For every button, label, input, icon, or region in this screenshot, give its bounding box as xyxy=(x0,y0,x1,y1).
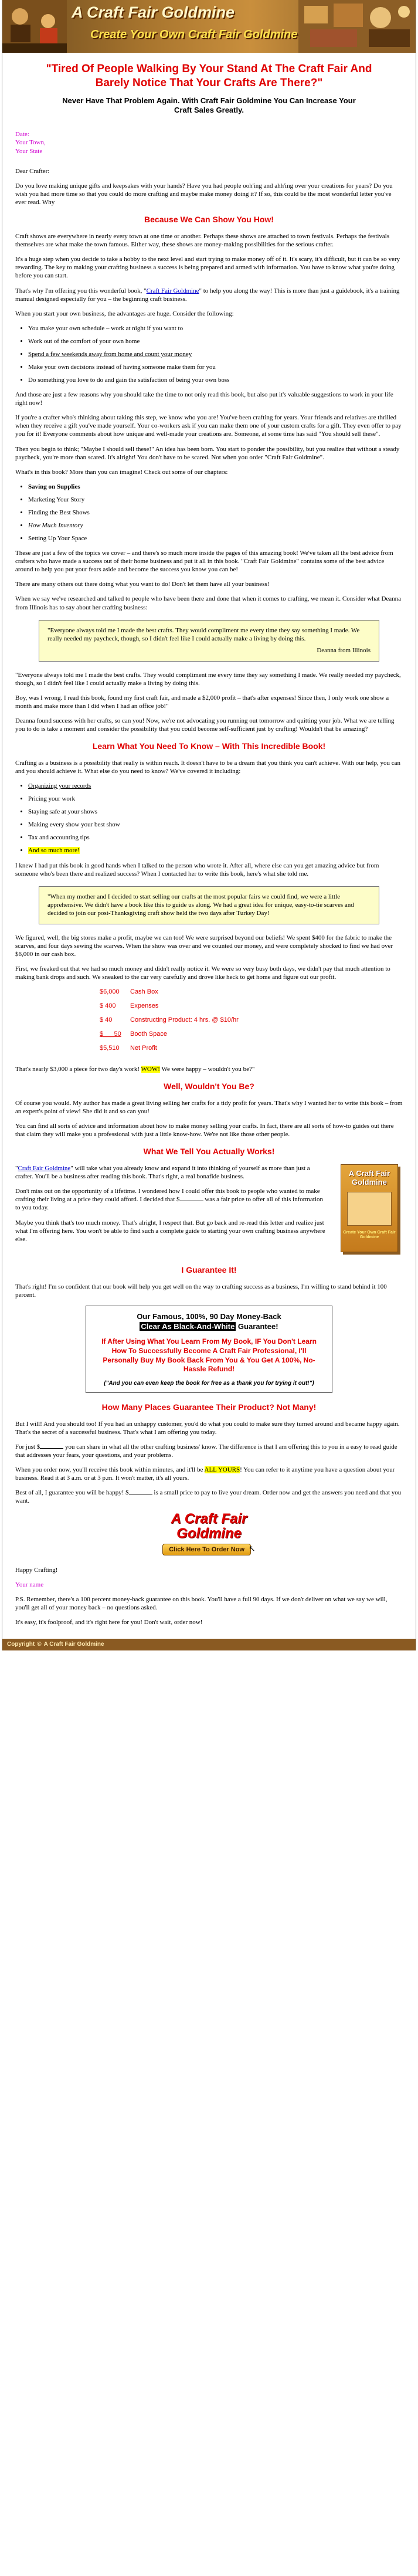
paragraph: There are many others out there doing what you want to do! Don't let them have all your business! xyxy=(15,581,270,588)
paragraph: "Craft Fair Goldmine" will take what you already know and expand it into thinking of yourself as more than just a crafter. You'll be a business after reading this book. That's right, a real bonafide business. xyxy=(15,1165,310,1181)
book-image xyxy=(347,1192,392,1226)
postscript: P.S. Remember, there's a 100 percent money-back guarantee on this book. You'll have a full 90 days. If we don't deliver on what we say we will, you'll get all of your money back – no questions asked. xyxy=(15,1595,388,1611)
paragraph: And those are just a few reasons why you should take the time to not only read this book, but also put it's valuable suggestions to work in your life right now! xyxy=(15,391,393,407)
header-photo-right xyxy=(298,0,416,53)
guarantee-promise: If After Using What You Learn From My Book, IF You Don't Learn How To Successfully Become A Craft Fair Professional, I'll Personally Buy My Book Back From You & You Get A 100%, No-Hassle Refund! xyxy=(101,1337,317,1374)
list-item: • Do something you love to do and gain the satisfaction of being your own boss xyxy=(28,376,403,384)
paragraph: It's a huge step when you decide to take a hobby to the next level and start trying to make money off of it. It's scary, it's difficult, but it can be so very rewarding. The key to making your crafting business a success is being prepared and armed with information. You have to know what you're doing before you can start. xyxy=(15,256,400,280)
list-item: • Staying safe at your shows xyxy=(28,808,403,816)
paragraph: Best of all, I guarantee you will be happy! $ is a small price to pay to live your dream. Order now and get the answers you need and that you want. xyxy=(15,1489,402,1505)
testimonial-box xyxy=(39,620,379,662)
header-banner xyxy=(2,0,416,53)
section-title-wouldnt-you: Well, Wouldn't You Be? xyxy=(164,1082,254,1092)
testimonial-quote: "Everyone always told me I made the best crafts. They would compliment me every time they say something I made. We really needed my paycheck, though, so I didn't feel like I could actually make a living by doing this. xyxy=(47,626,360,642)
paragraph: "Everyone always told me I made the best crafts. They would compliment me every time they say something I made. We really needed my paycheck, though, so I didn't feel like I could actually make a living by doing this. xyxy=(15,671,401,687)
list-item: • Make your own decisions instead of having someone make them for you xyxy=(28,363,403,371)
paragraph: Don't miss out on the opportunity of a lifetime. I wondered how I could offer this book to people who wanted to make crafting their living at a price they could afford. I decided that $ was a fair price to offer all of this information to you today. xyxy=(15,1188,323,1212)
section-title-show-you-how: Because We Can Show You How! xyxy=(144,215,274,225)
list-item: • Saving on Supplies xyxy=(28,483,403,491)
paragraph: These are just a few of the topics we cover – and there's so much more inside the pages of this amazing book! We've taken all the best advice from crafters who have made a success out of their home business and put it all in this book. "Craft Fair Goldmine" contains some of the best advice around to help you put your fears aside and become the success you know you can be! xyxy=(15,550,393,574)
greeting: Dear Crafter: xyxy=(15,167,50,175)
intro-paragraph: Do you love making unique gifts and keepsakes with your hands? Have you had people ooh'ing and ahh'ing over your creations for years? Do you wish you had more time so that you could do more crafting and maybe make money doing it? If so, this could be the most wonderful letter you've ever read. Why xyxy=(15,182,393,206)
section-title-works: What We Tell You Actually Works! xyxy=(143,1147,275,1157)
date-block xyxy=(15,130,403,155)
header-subtitle: Create Your Own Craft Fair Goldmine xyxy=(90,28,298,41)
list-item: • Finding the Best Shows xyxy=(28,509,403,517)
testimonial-signature: Deanna from Illinois xyxy=(317,647,371,655)
list-item xyxy=(28,846,403,855)
section-title-guarantee: I Guarantee It! xyxy=(181,1265,237,1275)
book-subtitle: Create Your Own Craft Fair Goldmine xyxy=(343,1231,396,1240)
town-label: Your Town, xyxy=(15,139,46,147)
order-block xyxy=(15,1511,403,1555)
header-photo-left xyxy=(2,0,67,53)
copyright-icon: © xyxy=(37,1641,42,1648)
section-title-how-many: How Many Places Guarantee Their Product? Not Many! xyxy=(101,1402,317,1412)
book-link[interactable]: Craft Fair Goldmine xyxy=(18,1165,71,1172)
book-title: A Craft Fair Goldmine xyxy=(348,1169,390,1187)
guarantee-box xyxy=(86,1306,332,1392)
paragraph: Boy, was I wrong. I read this book, found my first craft fair, and made a $2,000 profit – that's after expenses! Since then, I only work one show a month and make more than I did when I had an office job!" xyxy=(15,694,389,710)
order-title-line-1: A Craft Fair xyxy=(171,1511,247,1527)
paragraph: Deanna found success with her crafts, so can you! Now, we're not advocating you running out tomorrow and quitting your job. What we are telling you to do is take a moment and consider the possibility that you could become self-sufficient just by crafting! Wouldn't that be amazing? xyxy=(15,717,395,733)
paragraph: But I will! And you should too! If you had an unhappy customer, you'd do what you could to make sure they turned around and became happy again. That's the secret of a successful business. That's what I am offering you today. xyxy=(15,1420,400,1436)
guarantee-line-2: Clear As Black-And-White Guarantee! xyxy=(141,1321,278,1331)
paragraph: When you start your own business, the advantages are huge. Consider the following: xyxy=(15,310,234,317)
highlight: And so much more! xyxy=(28,847,80,855)
paragraph: Maybe you think that's too much money. That's alright, I respect that. But go back and re-read this letter and realize just what I'm offering here. You won't be able to find such a complete guide to starting your own crafting business anywhere else. xyxy=(15,1219,325,1243)
sign-off: Happy Crafting! xyxy=(15,1566,58,1574)
book-cover[interactable] xyxy=(332,1164,403,1252)
book-link[interactable]: Craft Fair Goldmine xyxy=(146,287,199,294)
list-item: • Tax and accounting tips xyxy=(28,833,403,842)
profit-row: $6,000 Cash Box xyxy=(100,988,158,995)
guarantee-note: ("And you can even keep the book for free as a thank you for trying it out!") xyxy=(104,1379,314,1387)
paragraph: What's in this book? More than you can imagine! Check out some of our chapters: xyxy=(15,468,228,476)
section-title-learn: Learn What You Need To Know – With This Incredible Book! xyxy=(92,741,326,751)
paragraph: You can find all sorts of advice and information about how to make money selling your crafts. In fact, there are all sorts of how-to guides out there that claim they will make you a professional with just a little know-how. We're not like those other people. xyxy=(15,1123,394,1138)
chapters-list xyxy=(15,483,403,543)
topics-list xyxy=(15,782,403,855)
paragraph: That's nearly $3,000 a piece for two day's work! WOW! We were happy – wouldn't you be?" xyxy=(15,1065,255,1073)
list-item: • Organizing your records xyxy=(28,782,403,790)
copyright-label: Copyright xyxy=(7,1641,35,1648)
price-blank xyxy=(40,1448,63,1449)
profit-row: $___50 Booth Space xyxy=(100,1030,167,1038)
paragraph: I knew I had put this book in good hands when I talked to the person who wrote it. After all, where else can you get amazing advice but from someone who's been there and realized success? When I contacted her to write this book, here's what she told me. xyxy=(15,862,379,877)
footer xyxy=(2,1639,416,1650)
paragraph: When we say we've researched and talked to people who have been there and done that when it comes to crafting, we mean it. Consider what Deanna from Illinois has to say about her crafting business: xyxy=(15,595,402,611)
profit-row: $ 40 Constructing Product: 4 hrs. @ $10/hr xyxy=(100,1016,239,1023)
paragraph: For just $ you can share in what all the other crafting business' know. The difference is that I am offering this to you in a easy to read guide that addresses your fears, your questions, and your problems. xyxy=(15,1443,397,1459)
paragraph: Craft shows are everywhere in nearly every town at one time or another. Perhaps these shows are attached to town festivals. Perhaps the festivals themselves are what make the town famous. Either way, these shows are money-making possibilities for the serious crafter. xyxy=(15,233,390,249)
letter-body xyxy=(2,53,416,1639)
paragraph: Then you begin to think; "Maybe I should sell these!" An idea has been born. You start to ponder the possibility, but you realize that without a steady paycheck, you're more than scared. It's alright! You don't have to be scared. Not when you order "Craft Fair Goldmine". xyxy=(15,445,400,461)
profit-row: $5,510 Net Profit xyxy=(100,1044,157,1052)
paragraph: First, we freaked out that we had so much money and didn't really notice it. We were so very busy both days, we didn't pay that much attention to making bank drops and such. We sneaked to the car very carefully and drove like heck to get home and figure out our profit. xyxy=(15,965,390,981)
paragraph: Crafting as a business is a possibility that really is within reach. It doesn't have to be a dream that you think you can't achieve. With our help, you can and you should achieve it. What else do you need to know? We've covered it including: xyxy=(15,759,401,775)
list-item: • Pricing your work xyxy=(28,795,403,803)
signer-name: Your name xyxy=(15,1581,44,1588)
paragraph: When you order now, you'll receive this book within minutes, and it'll be ALL YOURS! You can refer to it anytime you have a question about your business. Read it at 3 a.m. or at 3 p.m. It won't matter, it's all yours. xyxy=(15,1466,395,1482)
header-title: A Craft Fair Goldmine xyxy=(72,4,235,21)
list-item: • Spend a few weekends away from home and count your money xyxy=(28,350,403,358)
all-yours-highlight: ALL YOURS xyxy=(204,1466,240,1473)
list-item: • Work out of the comfort of your own home xyxy=(28,337,403,345)
subheadline: Never Have That Problem Again. With Craft Fair Goldmine You Can Increase Your Craft Sales Greatly. xyxy=(62,96,356,114)
paragraph: We figured, well, the big stores make a profit, maybe we can too! We were surprised beyond our beliefs! We spent $400 for the fabric to make the scarves, and four days sewing the scarves. When the show was over and we counted our money, and were completely shocked to find we had over $6,000 in our cash box. xyxy=(15,934,393,958)
list-item: • You make your own schedule – work at night if you want to xyxy=(28,324,403,333)
order-title-line-2: Goldmine xyxy=(176,1526,242,1542)
testimonial-quote: "When my mother and I decided to start selling our crafts at the most popular fairs we could find, we were a little apprehensive. We didn't have a book like this to guide us along. We had a great idea for unique, easy-to-tie scarves and decided to join our post-Thanksgiving craft show held the two days after Turkey Day! xyxy=(47,893,354,917)
book-section xyxy=(15,1164,403,1257)
paragraph: That's why I'm offering you this wonderful book, "Craft Fair Goldmine" to help you along the way! This is more than just a guidebook, it's a training manual designed especially for you – the beginning craft business. xyxy=(15,287,400,303)
profit-row: $ 400 Expenses xyxy=(100,1002,159,1009)
copyright-holder: A Craft Fair Goldmine xyxy=(43,1641,104,1648)
list-item: • Making every show your best show xyxy=(28,821,403,829)
date-label: Date: xyxy=(15,131,29,138)
order-now-button[interactable]: Click Here To Order Now xyxy=(162,1544,251,1555)
testimonial-box xyxy=(39,886,379,924)
postscript-2: It's easy, it's foolproof, and it's right here for you! Don't wait, order now! xyxy=(15,1618,203,1626)
profit-table xyxy=(100,988,403,1058)
paragraph: That's right! I'm so confident that our book will help you get well on the way to crafting success as a business, I'm willing to stand behind it 100 percent. xyxy=(15,1283,387,1299)
benefits-list xyxy=(15,324,403,384)
headline: "Tired Of People Walking By Your Stand At The Craft Fair And Barely Notice That Your Crafts Are There?" xyxy=(46,63,372,89)
sales-page xyxy=(2,0,416,1650)
list-item: • Setting Up Your Space xyxy=(28,534,403,543)
paragraph: Of course you would. My author has made a great living selling her crafts for a tidy profit for years. That's why I wanted her to write this book – from an expert's point of view! She did it and so can you! xyxy=(15,1099,403,1115)
cursor-icon: ↖ xyxy=(249,1544,256,1554)
guarantee-line-1: Our Famous, 100%, 90 Day Money-Back xyxy=(137,1312,281,1321)
list-item: • Marketing Your Story xyxy=(28,496,403,504)
wow-highlight: WOW! xyxy=(141,1065,160,1073)
paragraph: If you're a crafter who's thinking about taking this step, we know who you are! You've been crafting for years. Your friends and relatives are thrilled when they receive a gift you've made yourself. Your co-workers ask if you can make them one of your custom crafts for a gift. They even offer to pay you for it! Everyone comments about how unique and well-made your creations are. Someone, at some time has said "You should sell these". xyxy=(15,414,402,438)
list-item: • How Much Inventory xyxy=(28,521,403,530)
state-label: Your State xyxy=(15,147,43,155)
